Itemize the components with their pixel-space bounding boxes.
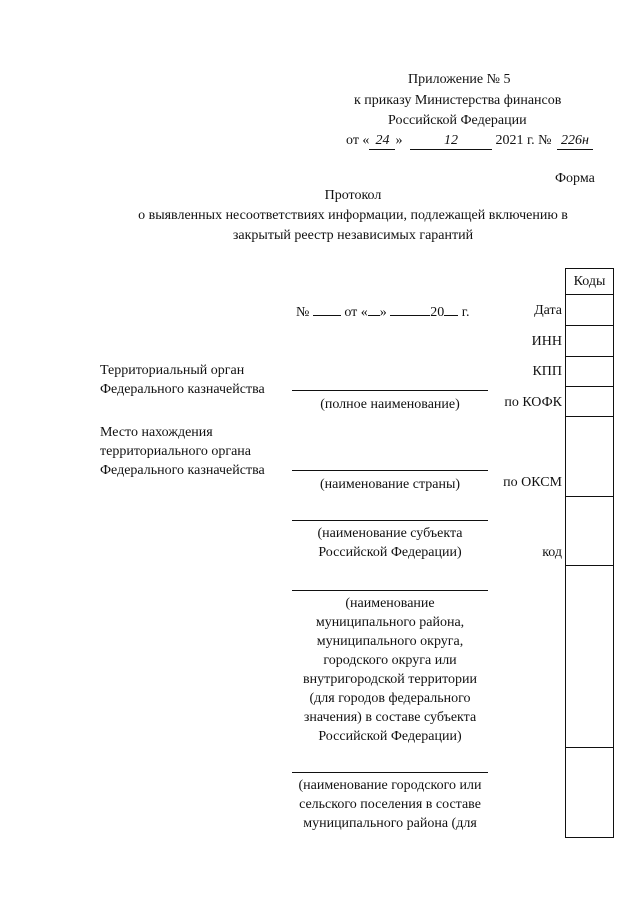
order-reference: к приказу Министерства финансов [354,93,562,108]
order-number: 226н [557,133,593,150]
code-box-oksm [565,417,614,497]
date-mid: » [395,133,403,148]
label-kod: код [542,545,562,560]
subject-fill-line [292,520,488,521]
order-month: 12 [410,133,492,150]
location-label-1: Место нахождения [100,425,213,440]
number-sign: № [296,305,310,320]
appendix-number: Приложение № 5 [408,72,511,87]
document-title: Протокол [324,188,382,203]
document-subtitle-1: о выявленных несоответствиях информации, подлежащей включению в [138,208,568,223]
territorial-label-2: Федерального казначейства [100,382,265,397]
form-label: Форма [555,171,595,186]
order-day: 24 [369,133,395,150]
document-subtitle-2: закрытый реестр независимых гарантий [232,228,474,243]
code-box-inn [565,326,614,357]
label-kpp: КПП [532,364,562,379]
location-label-3: Федерального казначейства [100,463,265,478]
code-box-settlement [565,748,614,838]
territorial-label-1: Территориальный орган [100,363,245,378]
quote-close: » [379,305,387,320]
from-label: от « [344,305,368,320]
note-subject: (наименование субъекта Российской Федерации) [317,526,463,560]
territorial-fill-line [292,390,488,391]
code-box-municipal [565,566,614,748]
country-fill-line [292,470,488,471]
note-municipal: (наименование муниципального района, муниципального округа, городского округа или внутригородской территории (для городов федерального значения) в составе субъекта Российской Федерации) [302,596,478,744]
label-date: Дата [534,303,562,318]
code-box-kpp [565,357,614,387]
note-settlement: (наименование городского или сельского поселения в составе муниципального района (для [298,778,482,831]
order-date-line [346,133,593,150]
date-prefix: от « [346,133,370,148]
federation-label: Российской Федерации [388,113,527,128]
year-blank [444,303,458,316]
note-country: (наименование страны) [319,477,461,492]
codes-header: Коды [565,268,614,295]
municipal-fill-line [292,590,488,591]
label-kofk: по КОФК [504,395,562,410]
month-blank [390,303,430,316]
code-box-kofk [565,387,614,417]
code-box-subject [565,497,614,566]
protocol-number-line [296,303,469,321]
year-prefix: 20 [430,305,445,320]
label-inn: ИНН [531,334,562,349]
settlement-fill-line [292,772,488,773]
day-blank [368,303,380,316]
label-oksm: по ОКСМ [503,475,562,490]
note-full-name: (полное наименование) [320,397,460,412]
order-year: 2021 г. № [495,133,552,148]
location-label-2: территориального органа [100,444,252,459]
code-box-date [565,295,614,326]
number-blank [313,303,341,316]
year-suffix: г. [461,305,470,320]
